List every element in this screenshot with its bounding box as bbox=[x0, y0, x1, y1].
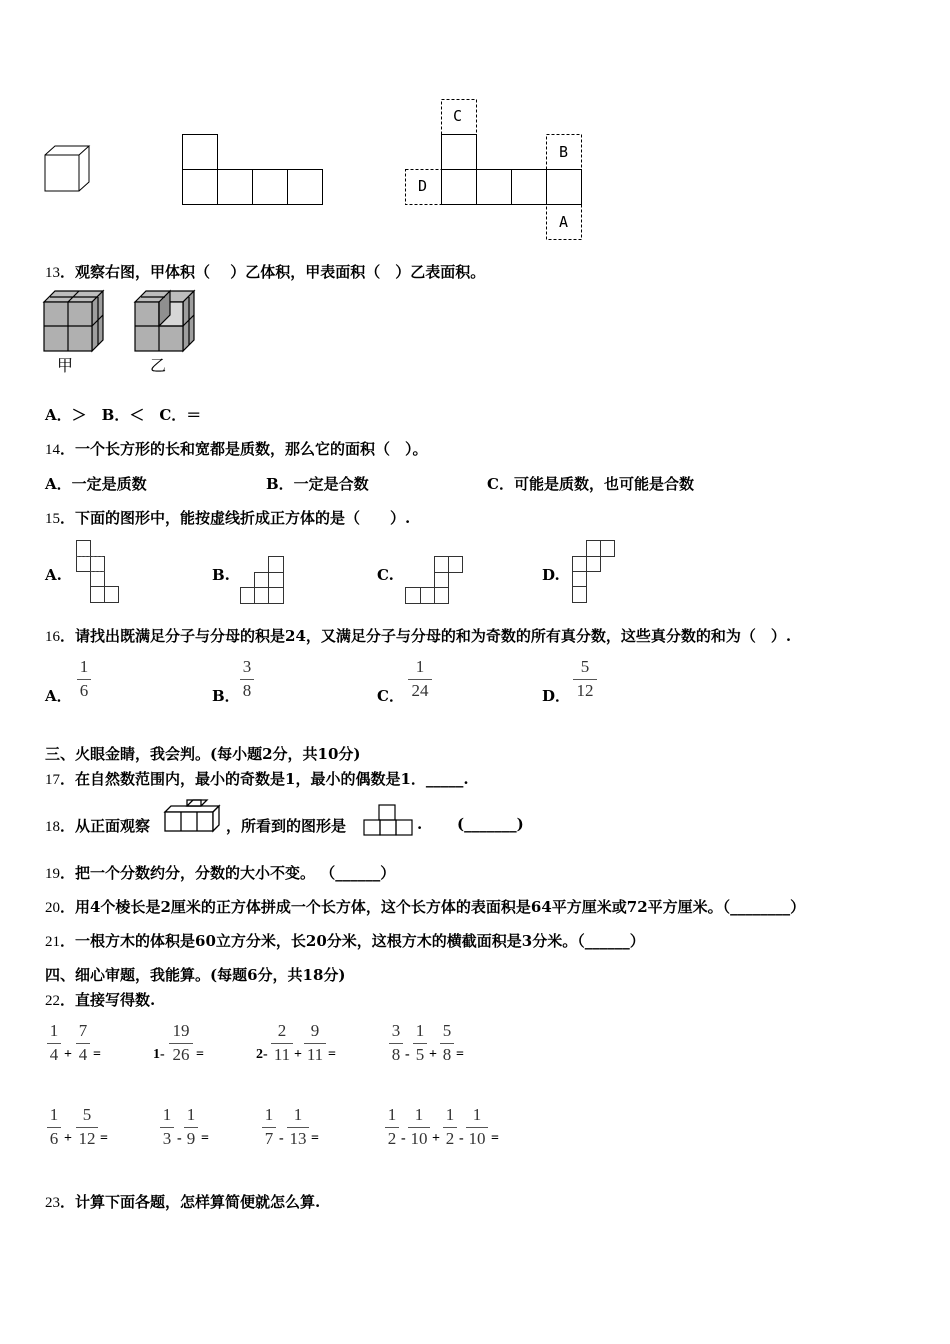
net-option-c bbox=[405, 556, 467, 606]
option-16d-fraction: 5 12 bbox=[573, 657, 597, 701]
question-text-a: ．从正面观察 bbox=[60, 817, 151, 835]
option-16d-label: D． bbox=[542, 687, 571, 705]
option-14b: B．一定是合数 bbox=[266, 475, 369, 493]
question-18-text-b: ，所看到的图形是 bbox=[226, 817, 347, 835]
question-number: 21 bbox=[45, 934, 60, 950]
question-text: ．计算下面各题，怎样算简便就怎么算. bbox=[60, 1193, 321, 1211]
net-label-c: C bbox=[453, 107, 463, 125]
rectangular-net-figure bbox=[182, 134, 326, 206]
question-text: ．把一个分数约分，分数的大小不变。 （______） bbox=[60, 864, 396, 882]
question-text: ．观察右图，甲体积（ ）乙体积，甲表面积（ ）乙表面积。 bbox=[60, 263, 486, 281]
question-17 bbox=[45, 768, 469, 789]
question-22 bbox=[45, 989, 155, 1010]
question-number: 13 bbox=[45, 265, 60, 281]
question-text: ．直接写得数. bbox=[60, 991, 156, 1009]
question-number: 19 bbox=[45, 866, 60, 882]
question-20 bbox=[45, 896, 805, 917]
cube-stack-yi bbox=[135, 291, 197, 353]
net-option-b bbox=[240, 556, 286, 606]
question-19 bbox=[45, 862, 395, 883]
label-yi: 乙 bbox=[150, 356, 167, 375]
question-number: 20 bbox=[45, 900, 60, 916]
question-number: 14 bbox=[45, 442, 60, 458]
question-number: 16 bbox=[45, 629, 60, 645]
net-label-a: A bbox=[559, 213, 569, 231]
dashed-net-figure bbox=[405, 99, 585, 244]
cube-stack-jia bbox=[44, 291, 106, 353]
question-text: ．在自然数范围内，最小的奇数是1，最小的偶数是1．_____. bbox=[60, 770, 469, 788]
question-text: ．一个长方形的长和宽都是质数，那么它的面积（ ）。 bbox=[60, 440, 428, 458]
option-16c-label: C． bbox=[377, 687, 404, 705]
question-15 bbox=[45, 507, 410, 528]
question-13-options: A．＞ B．＜ C．＝ bbox=[45, 406, 202, 424]
cube-figure bbox=[44, 145, 90, 193]
question-21 bbox=[45, 930, 645, 951]
answer-blank-18[interactable]: (_______) bbox=[457, 815, 524, 833]
question-number: 18 bbox=[45, 819, 60, 835]
net-label-b: B bbox=[559, 143, 569, 161]
net-option-d bbox=[572, 540, 618, 606]
option-14c: C．可能是质数，也可能是合数 bbox=[487, 475, 694, 493]
question-13 bbox=[45, 261, 485, 282]
question-number: 15 bbox=[45, 511, 60, 527]
question-text: ．一根方木的体积是60立方分米，长20分米，这根方木的横截面积是3分米。（______） bbox=[60, 932, 645, 950]
net-option-a bbox=[76, 540, 121, 605]
option-16b-label: B． bbox=[212, 687, 240, 705]
section-3-title: 三、火眼金睛，我会判。(每小题2分，共10分) bbox=[45, 745, 361, 763]
option-15d-label: D. bbox=[542, 566, 560, 584]
question-18 bbox=[45, 815, 150, 836]
option-15a-label: A. bbox=[45, 566, 62, 584]
net-label-d: D bbox=[418, 177, 428, 195]
label-jia: 甲 bbox=[57, 356, 74, 375]
question-18-text-c: . bbox=[417, 815, 423, 833]
stacked-cubes-figure bbox=[163, 802, 225, 834]
question-text: ．下面的图形中，能按虚线折成正方体的是（ ）. bbox=[60, 509, 411, 527]
front-view-figure bbox=[363, 804, 415, 838]
question-text: ．请找出既满足分子与分母的积是24，又满足分子与分母的和为奇数的所有真分数，这些真分数的和为（ ）. bbox=[60, 627, 792, 645]
option-16a-fraction: 1 6 bbox=[77, 657, 91, 701]
question-23 bbox=[45, 1191, 320, 1212]
option-16b-fraction: 3 8 bbox=[240, 657, 254, 701]
option-15c-label: C. bbox=[377, 566, 394, 584]
question-number: 22 bbox=[45, 993, 60, 1009]
question-16 bbox=[45, 625, 791, 646]
option-16a-label: A． bbox=[45, 687, 72, 705]
option-15b-label: B. bbox=[212, 566, 230, 584]
question-number: 23 bbox=[45, 1195, 60, 1211]
question-14 bbox=[45, 438, 428, 459]
option-14a: A．一定是质数 bbox=[45, 475, 147, 493]
section-4-title: 四、细心审题，我能算。(每题6分，共18分) bbox=[45, 966, 346, 984]
option-16c-fraction: 1 24 bbox=[408, 657, 432, 701]
question-number: 17 bbox=[45, 772, 60, 788]
question-text: ．用4个棱长是2厘米的正方体拼成一个长方体，这个长方体的表面积是64平方厘米或72平方厘米。（________） bbox=[60, 898, 806, 916]
